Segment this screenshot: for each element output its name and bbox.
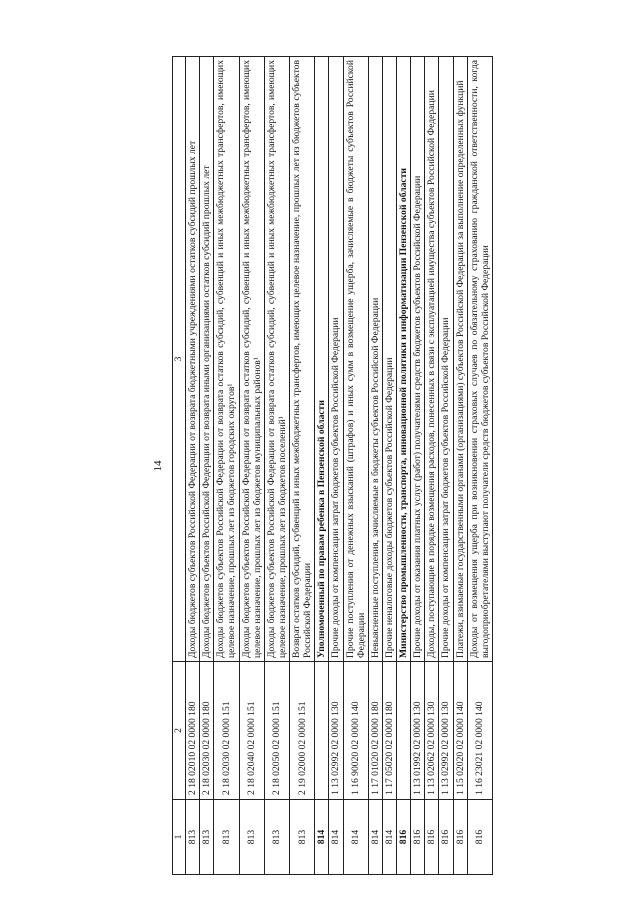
table-row [264,57,289,875]
admin-code-cell: 814 [368,800,382,875]
header-row [173,57,186,875]
description-cell: Доходы бюджетов субъектов Российской Федерации от возврата иными организациями остатков субсидий прошлых лет [200,57,214,662]
description-cell: Доходы бюджетов субъектов Российской Федерации от возврата остатков субсидий, субвенций и иных межбюджетных трансфертов, имеющих целевое назначение, прошлых лет из бюджетов городских округов¹ [214,57,239,662]
table-row [200,57,214,875]
description-cell: Доходы от возмещения ущерба при возникновении страховых случаев по обязательному страхованию гражданской ответственности, когда выгодоприобретателями выступают получатели средств бюджетов субъектов Российской Федерации [467,57,492,662]
description-cell: Доходы, поступающие в порядке возмещения расходов, понесенных в связи с эксплуатацией имущества субъектов Российской Федерации [425,57,439,662]
table-row [439,57,453,875]
description-cell: Платежи, взимаемые государственными органами (организациями) субъектов Российской Федерации за выполнение определенных функций [453,57,467,662]
budget-code-cell: 1 16 90020 02 0000 140 [343,662,368,800]
budget-code-cell: 1 15 02020 02 0000 140 [453,662,467,800]
admin-code-cell: 814 [329,800,343,875]
rotated-content [73,57,563,875]
budget-code-cell [315,662,329,800]
description-cell: Прочие доходы от компенсации затрат бюджетов субъектов Российской Федерации [329,57,343,662]
description-cell: Прочие неналоговые доходы бюджетов субъектов Российской Федерации [382,57,396,662]
budget-code-cell: 1 17 01020 02 0000 180 [368,662,382,800]
admin-code-cell: 816 [453,800,467,875]
admin-code-cell: 813 [214,800,239,875]
budget-code-cell: 2 18 02050 02 0000 151 [264,662,289,800]
description-cell: Прочие поступления от денежных взысканий (штрафов) и иных сумм в возмещение ущерба, зачисляемые в бюджеты субъектов Российской Федерации [343,57,368,662]
column-header-2: 2 [173,662,186,800]
table-body [186,57,493,875]
section-row [315,57,329,875]
table-row [368,57,382,875]
budget-code-cell [397,662,411,800]
column-header-1: 1 [173,800,186,875]
description-cell: Уполномоченный по правам ребенка в Пензенской области [315,57,329,662]
page-number: 14 [152,460,164,472]
description-cell: Доходы бюджетов субъектов Российской Федерации от возврата бюджетными учреждениями остатков субсидий прошлых лет [186,57,200,662]
table-row [453,57,467,875]
table-row [343,57,368,875]
table-row [239,57,264,875]
description-cell: Возврат остатков субсидий, субвенций и иных межбюджетных трансфертов, имеющих целевое назначение, прошлых лет из бюджетов субъектов Российской Федерации [290,57,315,662]
description-cell: Доходы бюджетов субъектов Российской Федерации от возврата остатков субсидий, субвенций и иных межбюджетных трансфертов, имеющих целевое назначение, прошлых лет из бюджетов поселений¹ [264,57,289,662]
admin-code-cell: 816 [467,800,492,875]
admin-code-cell: 813 [186,800,200,875]
description-cell: Министерство промышленности, транспорта, инновационной политики и информатизации Пензенской области [397,57,411,662]
admin-code-cell: 816 [439,800,453,875]
table-row [290,57,315,875]
admin-code-cell: 814 [382,800,396,875]
table-row [186,57,200,875]
budget-code-cell: 2 19 02000 02 0000 151 [290,662,315,800]
section-row [397,57,411,875]
budget-code-cell: 1 13 02062 02 0000 130 [425,662,439,800]
admin-code-cell: 814 [315,800,329,875]
budget-code-cell: 1 16 23021 02 0000 140 [467,662,492,800]
admin-code-cell: 813 [290,800,315,875]
admin-code-cell: 813 [239,800,264,875]
budget-code-cell: 2 18 02030 02 0000 180 [200,662,214,800]
table-row [382,57,396,875]
admin-code-cell: 816 [397,800,411,875]
budget-code-cell: 1 13 02992 02 0000 130 [439,662,453,800]
table-row [329,57,343,875]
description-cell: Доходы бюджетов субъектов Российской Федерации от возврата остатков субсидий, субвенций и иных межбюджетных трансфертов, имеющих целевое назначение, прошлых лет из бюджетов муниципальных районов¹ [239,57,264,662]
description-cell: Прочие доходы от оказания платных услуг (работ) получателями средств бюджетов субъектов Российской Федерации [411,57,425,662]
admin-code-cell: 813 [200,800,214,875]
admin-code-cell: 814 [343,800,368,875]
budget-code-cell: 2 18 02010 02 0000 180 [186,662,200,800]
description-cell: Невыясненные поступления, зачисляемые в бюджеты субъектов Российской Федерации [368,57,382,662]
table-row [214,57,239,875]
column-header-3: 3 [173,57,186,662]
budget-code-cell: 1 13 01992 02 0000 130 [411,662,425,800]
budget-code-cell: 2 18 02030 02 0000 151 [214,662,239,800]
budget-code-cell: 1 13 02992 02 0000 130 [329,662,343,800]
budget-code-cell: 2 18 02040 02 0000 151 [239,662,264,800]
budget-code-cell: 1 17 05020 02 0000 180 [382,662,396,800]
table-row [411,57,425,875]
description-cell: Прочие доходы от компенсации затрат бюджетов субъектов Российской Федерации [439,57,453,662]
admin-code-cell: 816 [425,800,439,875]
admin-code-cell: 816 [411,800,425,875]
admin-code-cell: 813 [264,800,289,875]
table-row [467,57,492,875]
table-row [425,57,439,875]
income-codes-table [172,56,493,875]
